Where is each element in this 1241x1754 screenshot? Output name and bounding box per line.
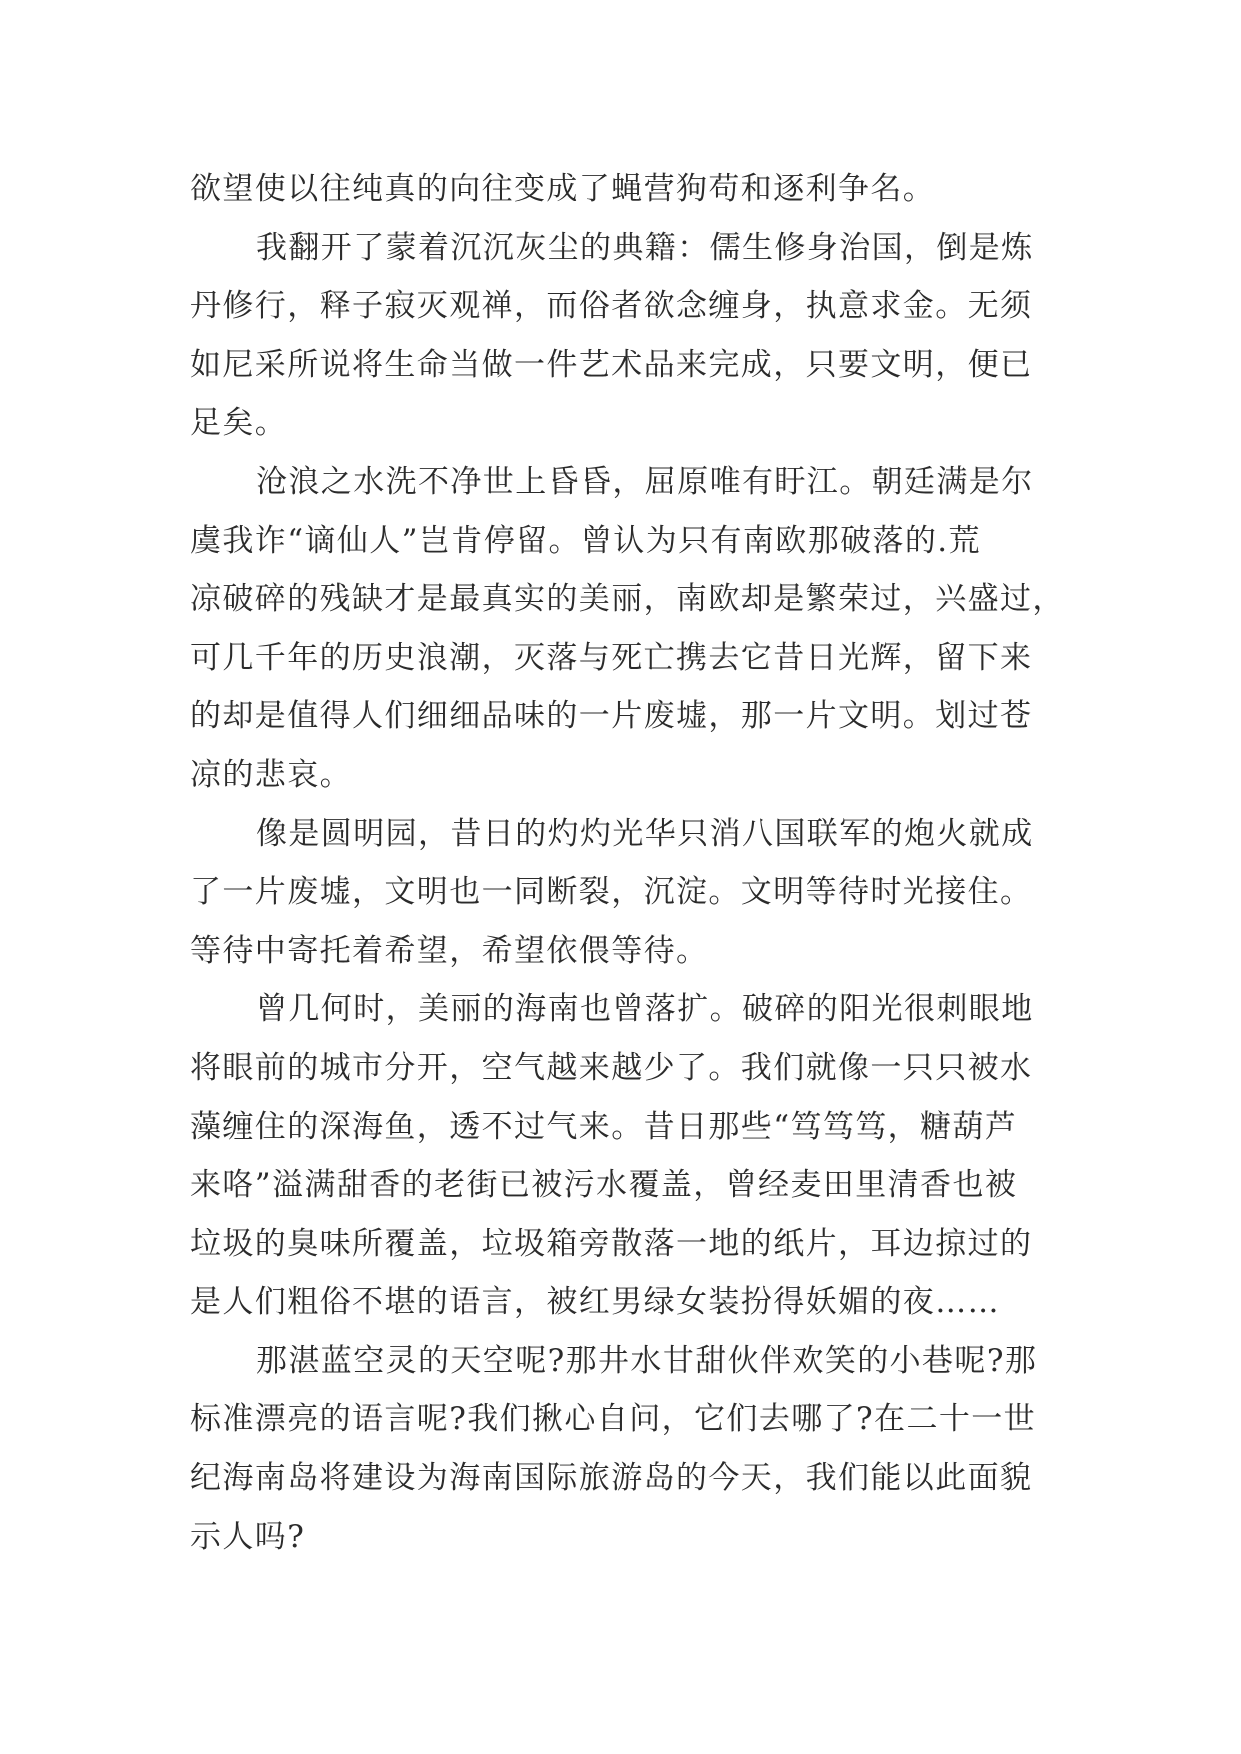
text-line: 凉破碎的残缺才是最真实的美丽，南欧却是繁荣过，兴盛过，: [190, 581, 1065, 618]
text-line: 沧浪之水洗不净世上昏昏，屈原唯有盱江。朝廷满是尔: [256, 463, 1034, 500]
text-line: 丹修行，释子寂灭观禅，而俗者欲念缠身，执意求金。无须: [190, 288, 1033, 325]
text-line: 的却是值得人们细细品味的一片废墟，那一片文明。划过苍: [190, 698, 1033, 735]
text-line: 了一片废墟，文明也一同断裂，沉淀。文明等待时光接住。: [190, 874, 1033, 911]
text-line: 等待中寄托着希望，希望依偎等待。: [190, 932, 709, 969]
text-line: 凉的悲哀。: [190, 756, 352, 793]
article-body: [190, 160, 1070, 1566]
text-line: 纪海南岛将建设为海南国际旅游岛的今天，我们能以此面貌: [190, 1460, 1033, 1497]
paragraph: [190, 805, 1070, 981]
text-line: 是人们粗俗不堪的语言，被红男绿女装扮得妖媚的夜……: [190, 1284, 1000, 1321]
paragraph: [190, 219, 1070, 453]
text-line: 垃圾的臭味所覆盖，垃圾箱旁散落一地的纸片，耳边掠过的: [190, 1225, 1033, 1262]
text-line: 像是圆明园，昔日的灼灼光华只消八国联军的炮火就成: [256, 815, 1034, 852]
paragraph: [190, 160, 1070, 219]
text-line: 如尼采所说将生命当做一件艺术品来完成，只要文明，便已: [190, 346, 1033, 383]
text-line: 虞我诈“谪仙人”岂肯停留。曾认为只有南欧那破落的.荒: [190, 522, 981, 559]
text-line: 可几千年的历史浪潮，灭落与死亡携去它昔日光辉，留下来: [190, 639, 1033, 676]
text-line: 标准漂亮的语言呢?我们揪心自问，它们去哪了?在二十一世: [190, 1401, 1037, 1438]
text-line: 示人吗?: [190, 1518, 306, 1555]
text-line: 我翻开了蒙着沉沉灰尘的典籍：儒生修身治国，倒是炼: [256, 229, 1034, 266]
text-line: 欲望使以往纯真的向往变成了蝇营狗苟和逐利争名。: [190, 171, 936, 207]
text-line: 那湛蓝空灵的天空呢?那井水甘甜伙伴欢笑的小巷呢?那: [256, 1342, 1038, 1379]
paragraph: [190, 1332, 1070, 1566]
text-line: 来咯”溢满甜香的老街已被污水覆盖，曾经麦田里清香也被: [190, 1167, 1018, 1204]
text-line: 足矣。: [190, 405, 288, 442]
paragraph: [190, 453, 1070, 805]
text-line: 曾几何时，美丽的海南也曾落扩。破碎的阳光很刺眼地: [256, 991, 1034, 1028]
text-line: 藻缠住的深海鱼，透不过气来。昔日那些“笃笃笃，糖葫芦: [190, 1108, 1018, 1145]
paragraph: [190, 980, 1070, 1332]
text-line: 将眼前的城市分开，空气越来越少了。我们就像一只只被水: [190, 1049, 1033, 1086]
